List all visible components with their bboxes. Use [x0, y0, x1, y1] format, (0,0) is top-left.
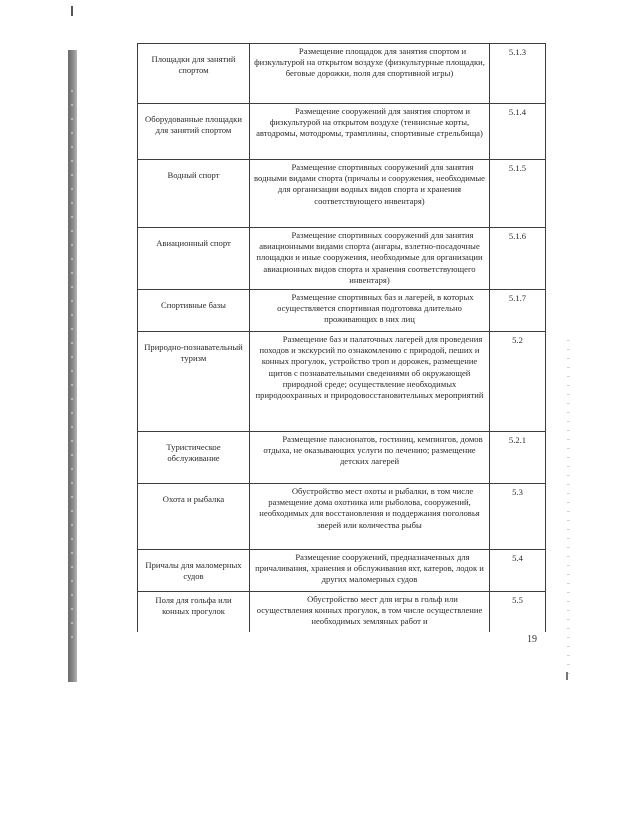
- scan-edge-mark: [71, 6, 73, 16]
- row-name: Спортивные базы: [138, 290, 250, 332]
- row-code: 5.1.5: [490, 160, 546, 228]
- row-name: Площадки для занятий спортом: [138, 44, 250, 104]
- row-name: Природно-познавательный туризм: [138, 332, 250, 432]
- row-description: Обустройство мест охоты и рыбалки, в том числе размещение дома охотника или рыболова, сооружений, необходимых для восстановления и поддержания поголовья зверей или количества рыбы: [250, 484, 490, 550]
- row-description: Размещение спортивных баз и лагерей, в которых осуществляется спортивная подготовка длительно проживающих в них лиц: [250, 290, 490, 332]
- scan-edge-specks: [567, 340, 570, 680]
- table-row: [138, 550, 546, 592]
- table-row: [138, 44, 546, 104]
- row-description: Размещение сооружений для занятия спортом и физкультурой на открытом воздухе (теннисные корты, автодромы, мотодромы, трамплины, спортивные стрельбища): [250, 104, 490, 160]
- row-name: Поля для гольфа или конных прогулок: [138, 592, 250, 632]
- row-code: 5.2.1: [490, 432, 546, 484]
- row-code: 5.1.6: [490, 228, 546, 290]
- row-name: Охота и рыбалка: [138, 484, 250, 550]
- table-row: [138, 432, 546, 484]
- row-name: Причалы для маломерных судов: [138, 550, 250, 592]
- row-code: 5.1.3: [490, 44, 546, 104]
- row-code: 5.1.4: [490, 104, 546, 160]
- table-row: [138, 104, 546, 160]
- row-name: Водный спорт: [138, 160, 250, 228]
- row-code: 5.2: [490, 332, 546, 432]
- row-description: Размещение площадок для занятия спортом и физкультурой на открытом воздухе (физкультурные площадки, беговые дорожки, поля для спортивной игры): [250, 44, 490, 104]
- row-description: Размещение спортивных сооружений для занятия водными видами спорта (причалы и сооружения, необходимые для организации водных видов спорта и хранения соответствующего инвентаря): [250, 160, 490, 228]
- row-name: Оборудованные площадки для занятий спортом: [138, 104, 250, 160]
- table-row: [138, 228, 546, 290]
- row-description: Размещение сооружений, предназначенных для причаливания, хранения и обслуживания яхт, катеров, лодок и других маломерных судов: [250, 550, 490, 592]
- scan-binding-strip: [68, 50, 77, 682]
- row-code: 5.3: [490, 484, 546, 550]
- row-description: Размещение спортивных сооружений для занятия авиационными видами спорта (ангары, взлетно-посадочные площадки и иные сооружения, необходимые для организации авиационных видов спорта и хранения соответствующего инвентаря): [250, 228, 490, 290]
- scan-edge-dash: [566, 672, 568, 680]
- table-row: [138, 484, 546, 550]
- row-name: Туристическое обслуживание: [138, 432, 250, 484]
- page-number: 19: [527, 634, 537, 645]
- table-row: [138, 290, 546, 332]
- row-description: Обустройство мест для игры в гольф или осуществления конных прогулок, в том числе осуществление необходимых земляных работ и: [250, 592, 490, 632]
- row-description: Размещение пансионатов, гостиниц, кемпингов, домов отдыха, не оказывающих услуги по лечению; размещение детских лагерей: [250, 432, 490, 484]
- row-name: Авиационный спорт: [138, 228, 250, 290]
- row-code: 5.1.7: [490, 290, 546, 332]
- row-description: Размещение баз и палаточных лагерей для проведения походов и экскурсий по ознакомлению с природой, пеших и конных прогулок, устройство троп и дорожек, размещение щитов с познавательными сведениями об окружающей природной среде; осуществление необходимых природоохранных и природовосстановительных мероприятий: [250, 332, 490, 432]
- table-row: [138, 592, 546, 632]
- table-row: [138, 160, 546, 228]
- land-use-table: [137, 43, 546, 632]
- row-code: 5.5: [490, 592, 546, 632]
- row-code: 5.4: [490, 550, 546, 592]
- table-row: [138, 332, 546, 432]
